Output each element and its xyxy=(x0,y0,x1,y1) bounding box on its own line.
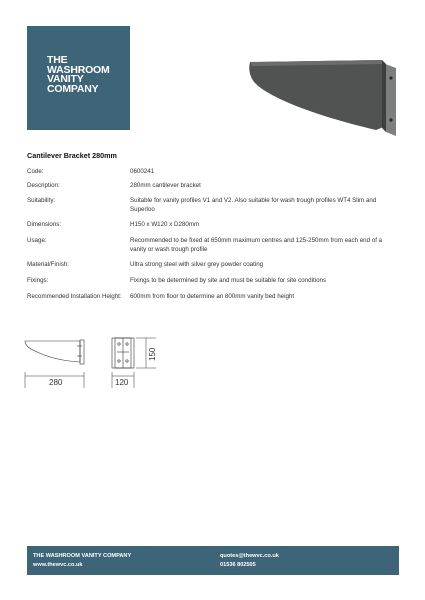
spec-label: Code: xyxy=(27,168,44,175)
footer-contact-block xyxy=(220,552,279,570)
footer-bar xyxy=(27,546,399,575)
company-logo xyxy=(27,26,130,130)
spec-label: Dimensions: xyxy=(27,221,62,228)
spec-value: 280mm cantilever bracket xyxy=(130,182,201,189)
spec-value: Ultra strong steel with silver grey powder coating xyxy=(130,261,264,268)
logo-line: THE xyxy=(47,54,68,66)
spec-value: Fixings to be determined by site and must be suitable for site conditions xyxy=(130,277,327,284)
spec-value: 0600241 xyxy=(130,168,155,175)
spec-value: 600mm from floor to determine an 800mm vanity bed height xyxy=(130,293,295,300)
spec-label: Recommended Installation Height: xyxy=(27,293,122,300)
spec-value: Suitable for vanity profiles V1 and V2. Also suitable for wash trough profiles WT4 Slim and Superloo xyxy=(130,197,377,213)
logo-wordmark xyxy=(47,56,110,94)
footer-phone: 01536 802505 xyxy=(220,562,256,568)
depth-label: 280 xyxy=(49,378,63,387)
logo-line: VANITY xyxy=(47,73,84,85)
spec-label: Material/Finish: xyxy=(27,261,69,268)
spec-value: H150 x W120 x D280mm xyxy=(130,221,200,228)
spec-label: Description: xyxy=(27,182,60,189)
logo-line: WASHROOM xyxy=(47,63,110,76)
height-label: 150 xyxy=(148,347,157,361)
product-photo xyxy=(248,56,398,136)
spec-label: Usage: xyxy=(27,237,47,244)
spec-value: Recommended to be fixed at 650mm maximum centres and 125-250mm from each end of a vanity or wash trough profile xyxy=(130,237,383,253)
technical-drawing xyxy=(22,334,182,394)
product-title: Cantilever Bracket 280mm xyxy=(27,151,117,160)
logo-line: COMPANY xyxy=(47,82,99,95)
side-view xyxy=(25,340,84,364)
footer-company-name: THE WASHROOM VANITY COMPANY xyxy=(33,553,132,559)
spec-label: Suitability: xyxy=(27,197,56,204)
width-label: 120 xyxy=(115,378,129,387)
footer-website-link[interactable]: www.thewvc.co.uk xyxy=(33,562,83,568)
front-view xyxy=(112,338,134,368)
footer-company-block xyxy=(33,552,131,570)
spec-label: Fixings: xyxy=(27,277,49,284)
footer-email-link[interactable]: quotes@thewvc.co.uk xyxy=(220,553,279,559)
